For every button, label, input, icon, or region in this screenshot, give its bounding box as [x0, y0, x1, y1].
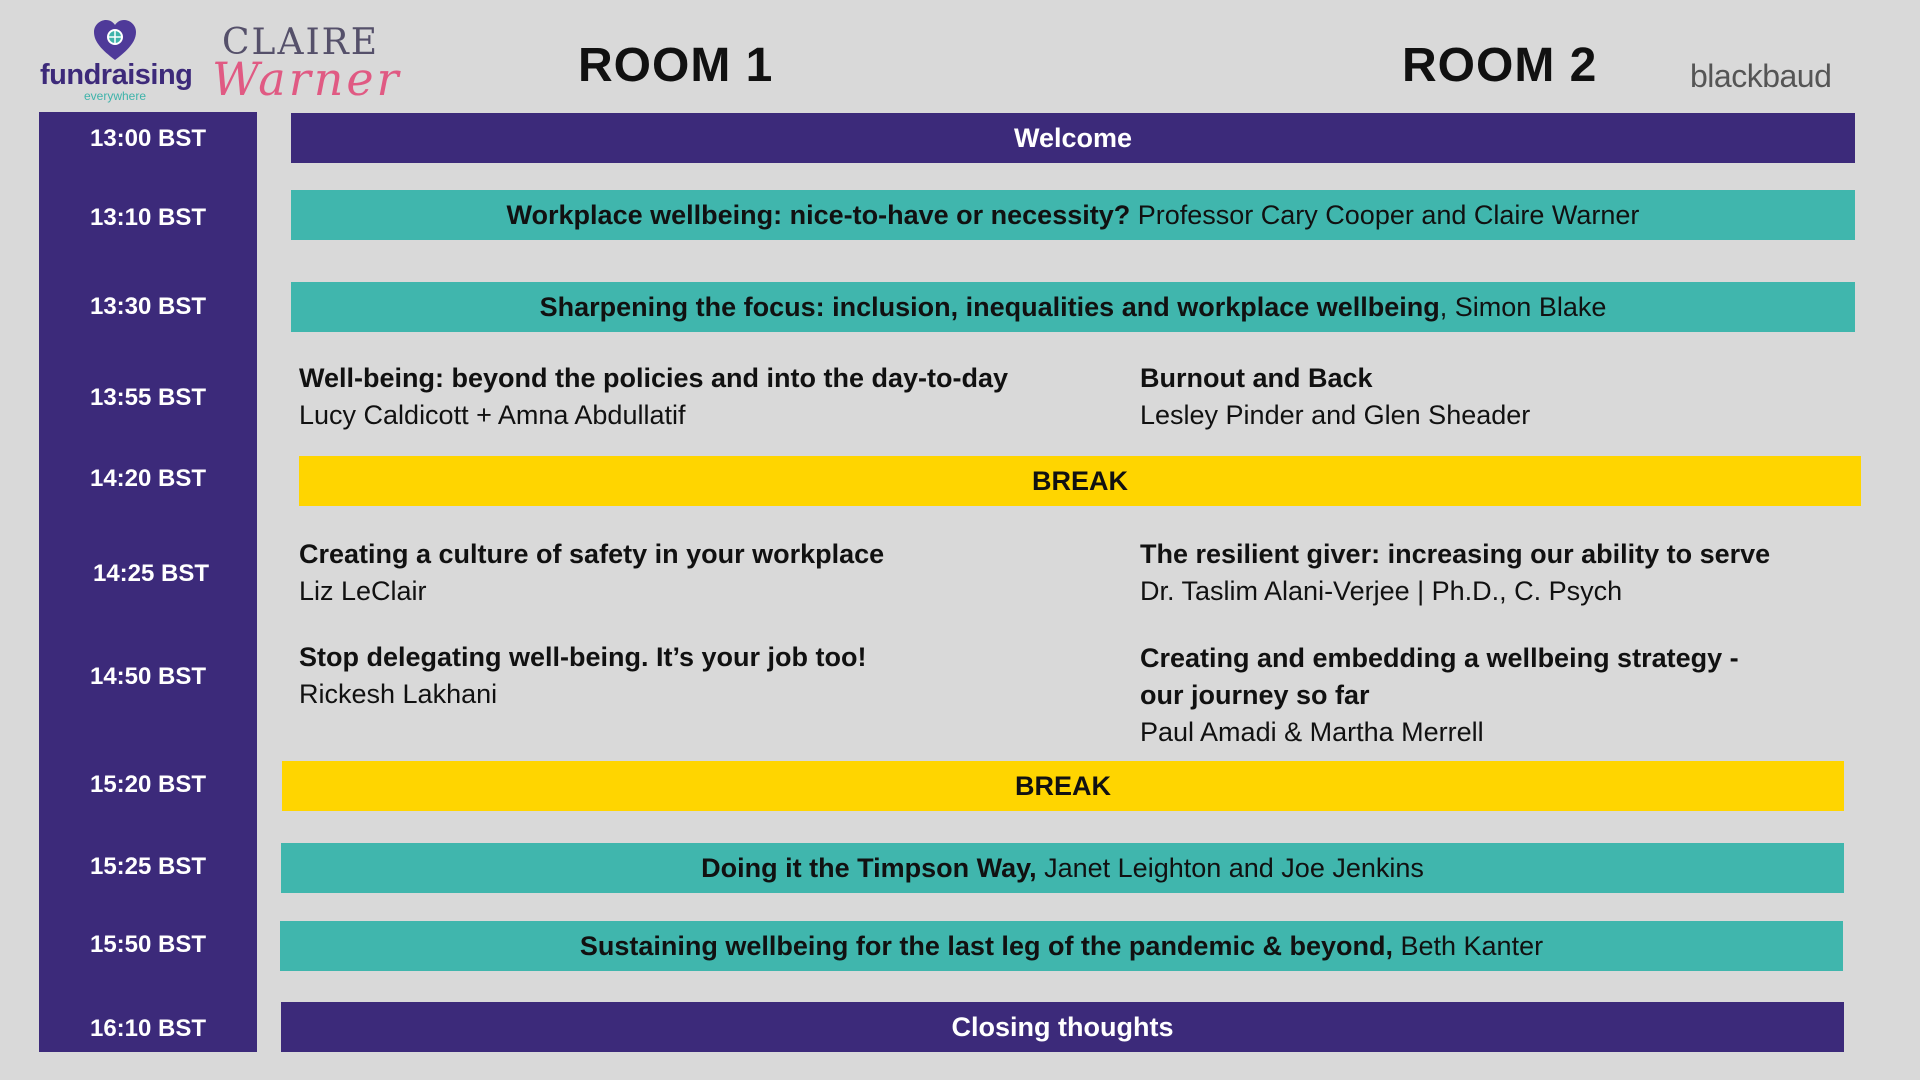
time-slot: 13:55 BST [89, 384, 207, 411]
session-speakers: Paul Amadi & Martha Merrell [1140, 717, 1484, 747]
break-bar [299, 456, 1861, 506]
session-1355-room2 [1140, 360, 1530, 434]
welcome-label: Welcome [1013, 122, 1133, 153]
closing-label: Closing thoughts [951, 1011, 1174, 1042]
time-slot: 14:25 BST [92, 560, 210, 587]
time-slot: 15:50 BST [89, 931, 207, 958]
closing-thoughts-session [281, 1002, 1844, 1052]
break-bar [282, 761, 1844, 811]
session-title: Well-being: beyond the policies and into the day-to-day [299, 363, 1009, 393]
heart-globe-icon [92, 18, 138, 64]
session-speakers: Rickesh Lakhani [299, 679, 498, 709]
time-column [39, 112, 257, 1052]
session-1450-room2 [1140, 640, 1739, 751]
room-1-heading: ROOM 1 [578, 39, 774, 92]
time-slot: 16:10 BST [89, 1015, 207, 1042]
sustaining-wellbeing-session [280, 921, 1843, 971]
session-speakers: , Simon Blake [1439, 291, 1607, 322]
time-slot: 14:50 BST [89, 663, 207, 690]
session-speakers: Beth Kanter [1392, 930, 1544, 961]
claire-warner-logo [208, 22, 402, 106]
session-speakers: Janet Leighton and Joe Jenkins [1036, 852, 1424, 883]
session-title: The resilient giver: increasing our ability to serve [1140, 539, 1771, 569]
session-speakers: Lucy Caldicott + Amna Abdullatif [299, 400, 686, 430]
time-slot: 13:00 BST [89, 125, 207, 152]
session-title: Creating a culture of safety in your workplace [299, 539, 885, 569]
timpson-way-session [281, 843, 1844, 893]
session-title: Stop delegating well-being. It’s your job too! [299, 642, 867, 672]
time-slot: 15:20 BST [89, 771, 207, 798]
session-1355-room1 [299, 360, 1008, 434]
session-title: Sustaining wellbeing for the last leg of the pandemic & beyond, [579, 930, 1393, 961]
fundraising-logo-text: fundraising [40, 59, 193, 91]
session-1425-room1 [299, 536, 884, 610]
fundraising-everywhere-logo [40, 18, 193, 103]
everywhere-logo-text: everywhere [83, 89, 147, 103]
workplace-wellbeing-session [291, 190, 1855, 240]
session-speakers: Dr. Taslim Alani-Verjee | Ph.D., C. Psych [1140, 576, 1623, 606]
session-1450-room1 [299, 639, 867, 713]
session-speakers: Lesley Pinder and Glen Sheader [1140, 400, 1531, 430]
blackbaud-logo: blackbaud [1690, 58, 1832, 94]
time-slot: 14:20 BST [89, 465, 207, 492]
claire-logo-text: CLAIRE [222, 22, 380, 63]
session-1425-room2 [1140, 536, 1770, 610]
session-title: Burnout and Back [1140, 363, 1373, 393]
break-label: BREAK [1031, 465, 1128, 496]
break-label: BREAK [1014, 770, 1111, 801]
session-speakers: Liz LeClair [299, 576, 427, 606]
warner-logo-text: Warner [212, 52, 402, 106]
time-slot: 13:10 BST [89, 204, 207, 231]
session-title: Doing it the Timpson Way, [701, 852, 1037, 883]
room-2-heading: ROOM 2 [1402, 39, 1598, 92]
time-slot: 13:30 BST [89, 293, 207, 320]
welcome-session [291, 113, 1855, 163]
session-title: Sharpening the focus: inclusion, inequalities and workplace wellbeing [539, 291, 1440, 322]
session-speakers: Professor Cary Cooper and Claire Warner [1130, 199, 1640, 230]
session-title-line-1: Creating and embedding a wellbeing strategy - [1140, 643, 1739, 673]
session-title-line-2: our journey so far [1140, 680, 1370, 710]
sharpening-focus-session [291, 282, 1855, 332]
session-title: Workplace wellbeing: nice-to-have or necessity? [506, 199, 1131, 230]
time-slot: 15:25 BST [89, 853, 207, 880]
